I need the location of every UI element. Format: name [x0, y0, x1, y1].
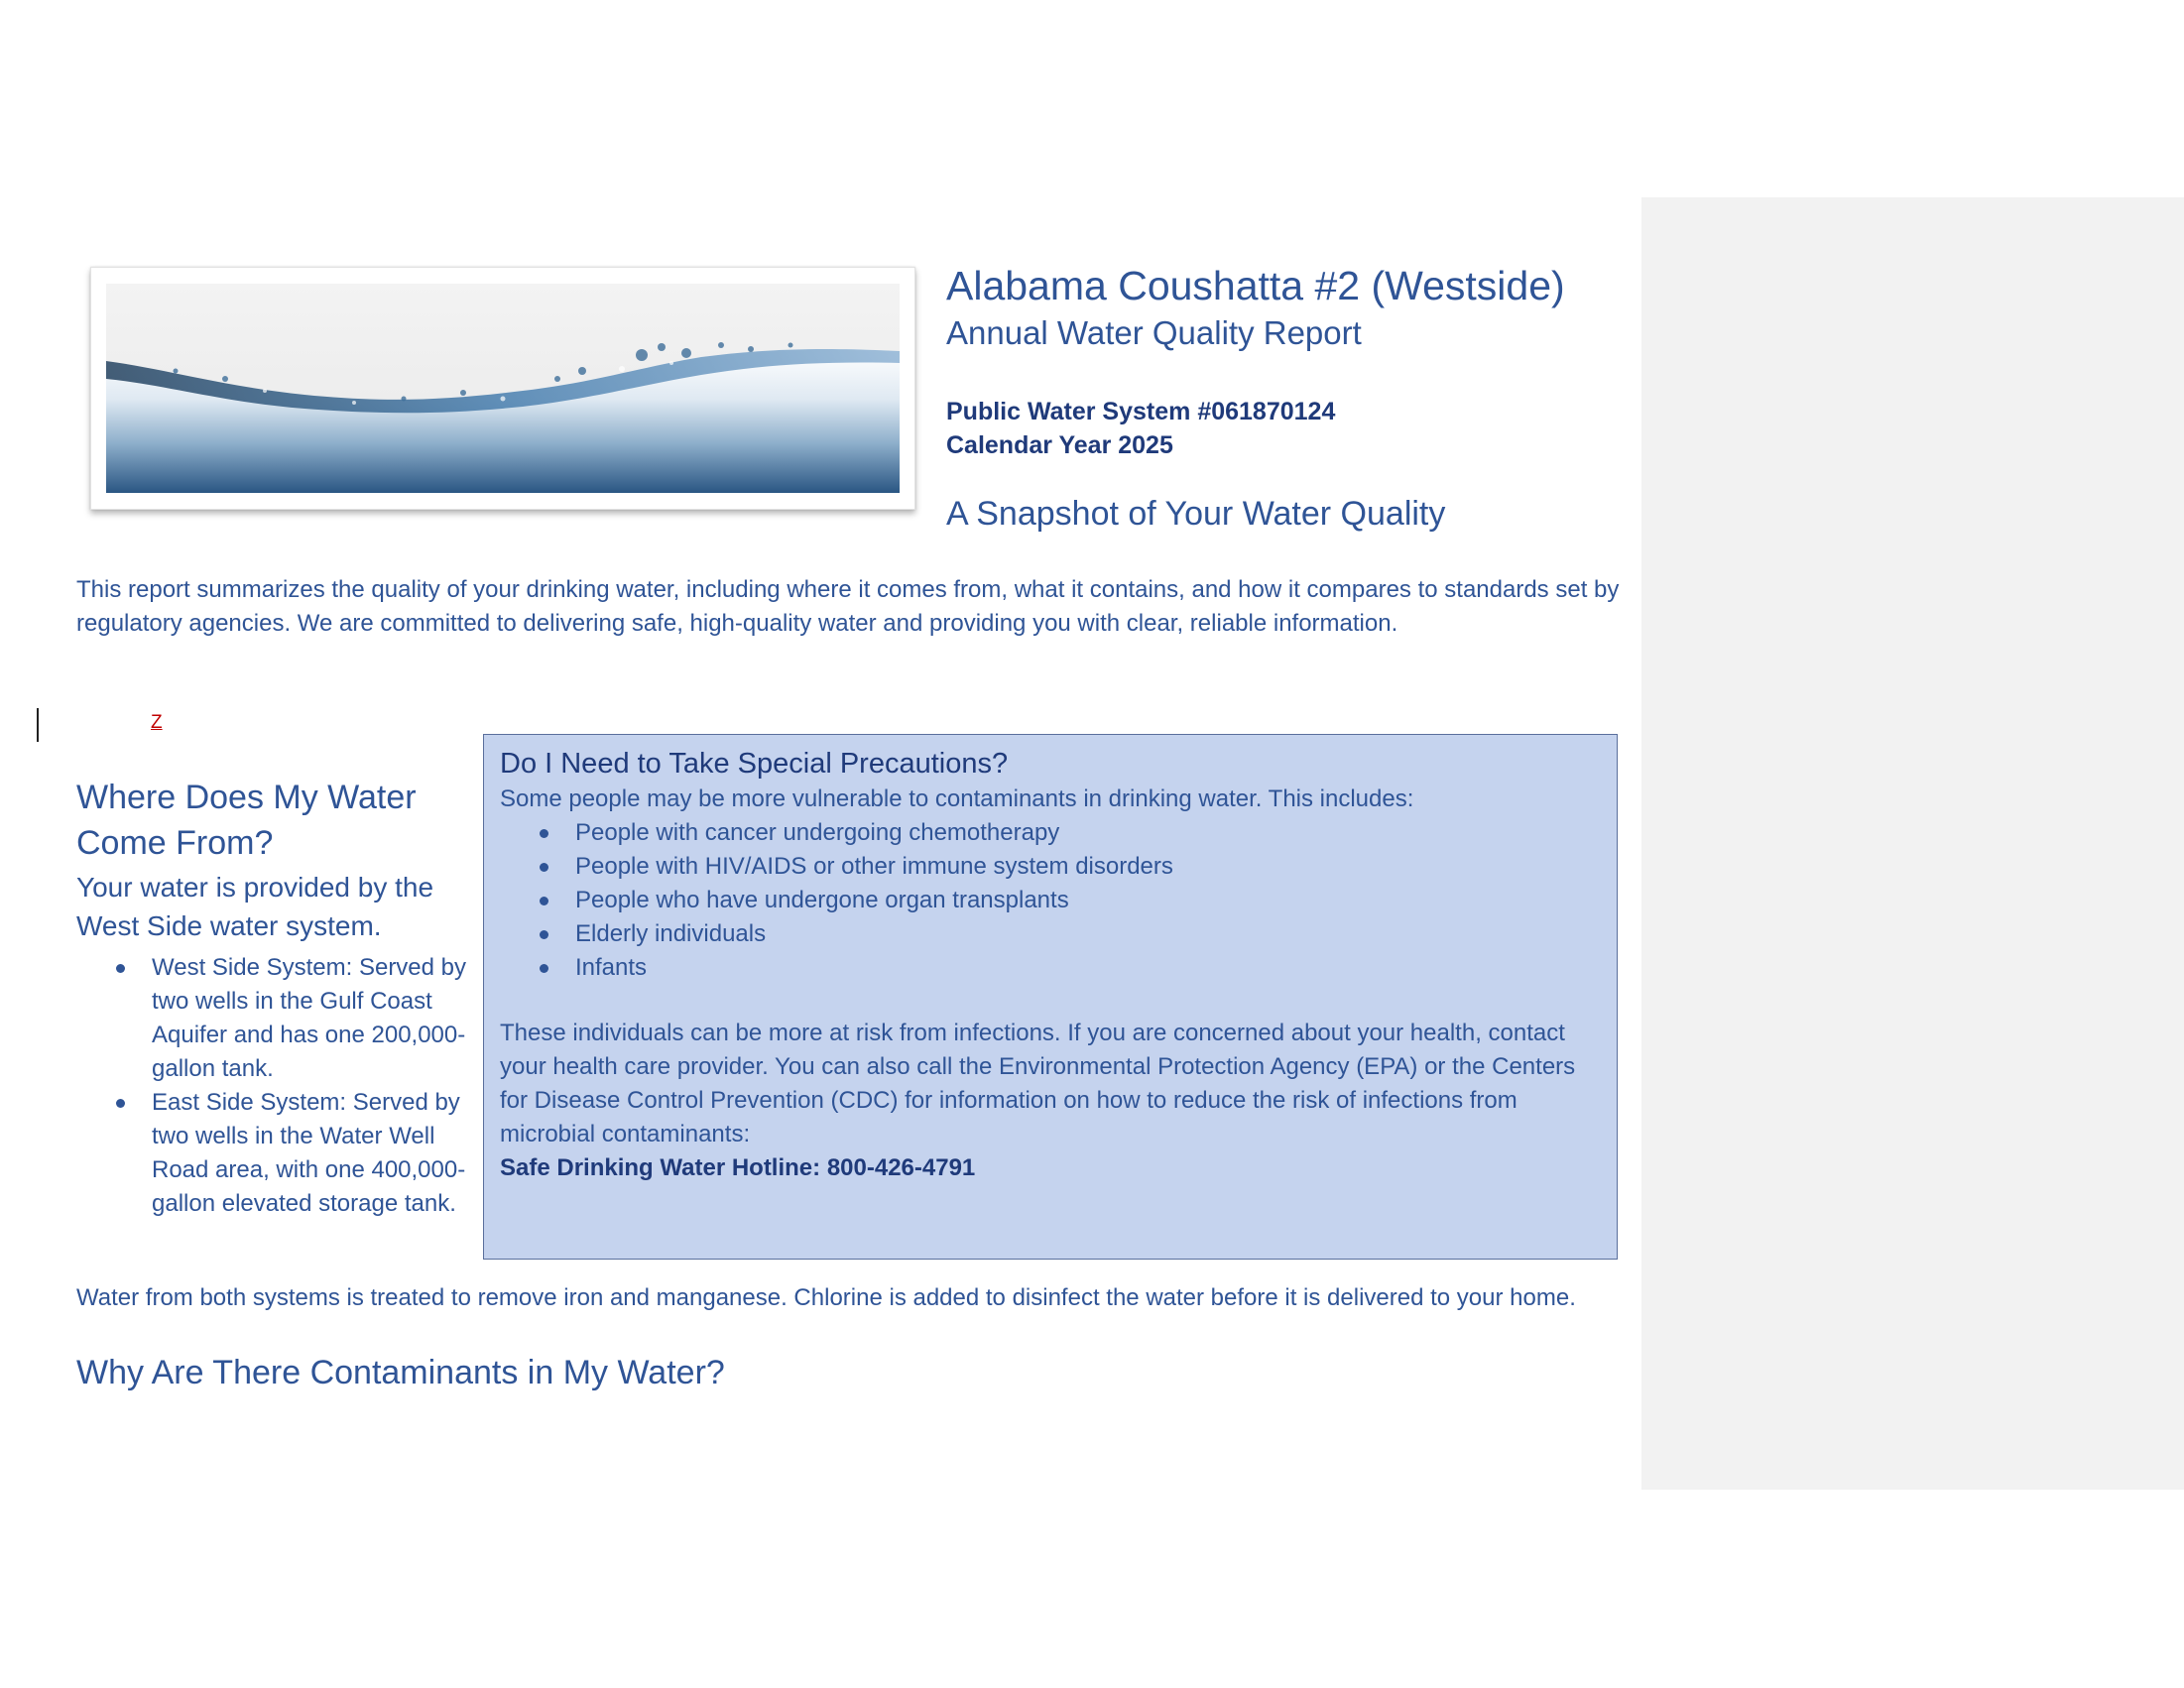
text-cursor	[37, 708, 39, 742]
treatment-paragraph: Water from both systems is treated to remove iron and manganese. Chlorine is added to disinfect the water before it is delivered to your home.	[76, 1284, 1576, 1311]
water-source-list	[76, 951, 468, 1221]
bullet-icon	[540, 964, 548, 973]
list-item: Infants	[500, 951, 1601, 985]
bullet-icon	[540, 829, 548, 838]
report-title-block	[946, 260, 1631, 355]
list-item: East Side System: Served by two wells in the Water Well Road area, with one 400,000-gallon elevated storage tank.	[76, 1086, 468, 1221]
revision-marker: Z	[151, 712, 163, 733]
precautions-box	[483, 734, 1618, 1260]
list-item: People with cancer undergoing chemotherapy	[500, 816, 1601, 850]
water-source-section	[76, 775, 468, 1221]
bullet-icon	[116, 1099, 125, 1108]
list-item: People with HIV/AIDS or other immune system disorders	[500, 850, 1601, 884]
hotline-text: Safe Drinking Water Hotline: 800-426-4791	[500, 1154, 976, 1181]
calendar-year: Calendar Year 2025	[946, 431, 1173, 459]
vulnerable-groups-list	[500, 816, 1601, 985]
bullet-icon	[540, 930, 548, 939]
bullet-icon	[116, 964, 125, 973]
system-number: Public Water System #061870124	[946, 398, 1336, 425]
intro-paragraph: This report summarizes the quality of your drinking water, including where it comes from, what it contains, and how it compares to standards set by regulatory agencies. We are committed to delivering safe, high-quality water and providing you with clear, reliable information.	[76, 576, 1620, 637]
water-source-heading: Where Does My Water Come From?	[76, 779, 417, 862]
contaminants-heading: Why Are There Contaminants in My Water?	[76, 1354, 725, 1391]
water-source-lead: Your water is provided by the West Side water system.	[76, 872, 434, 941]
precautions-paragraph: These individuals can be more at risk from infections. If you are concerned about your health, contact your health care provider. You can also call the Environmental Protection Agency (EPA) or the Centers for Disease Control Prevention (CDC) for information on how to reduce the risk of infections from microbial contaminants:	[500, 1020, 1576, 1147]
side-panel	[1641, 197, 2184, 1490]
list-item: People who have undergone organ transplants	[500, 884, 1601, 917]
list-item: West Side System: Served by two wells in the Gulf Coast Aquifer and has one 200,000-gallon tank.	[76, 951, 468, 1086]
precautions-heading: Do I Need to Take Special Precautions?	[500, 748, 1009, 780]
report-meta	[946, 395, 1335, 462]
precautions-lead: Some people may be more vulnerable to contaminants in drinking water. This includes:	[500, 785, 1414, 812]
report-subtitle: Annual Water Quality Report	[946, 314, 1362, 351]
snapshot-heading: A Snapshot of Your Water Quality	[946, 495, 1446, 533]
bullet-icon	[540, 863, 548, 872]
water-wave-image	[90, 267, 915, 510]
report-title: Alabama Coushatta #2 (Westside)	[946, 263, 1565, 308]
water-wave-illustration	[106, 284, 900, 493]
list-item: Elderly individuals	[500, 917, 1601, 951]
bullet-icon	[540, 897, 548, 905]
